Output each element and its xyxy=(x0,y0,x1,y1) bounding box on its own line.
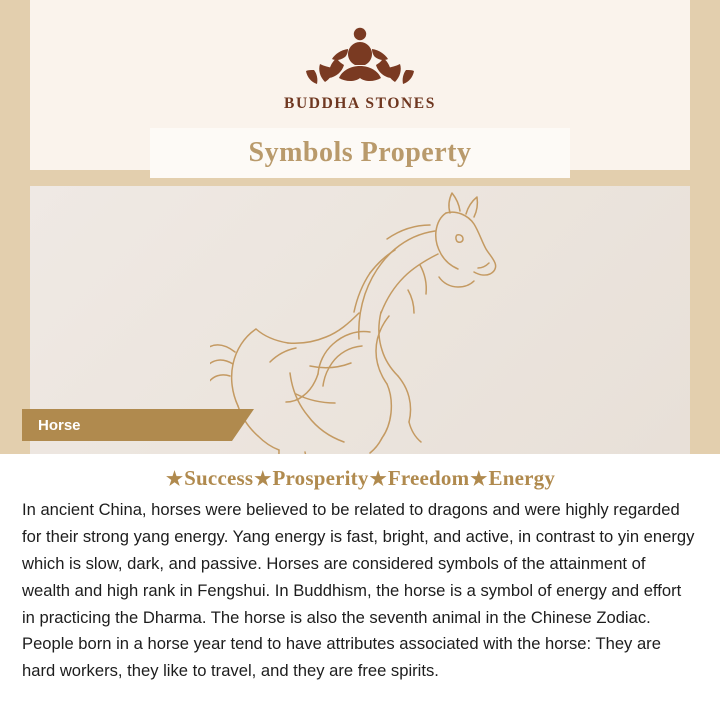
page-title: Symbols Property xyxy=(248,137,472,168)
title-banner xyxy=(150,128,570,178)
description-panel xyxy=(0,454,720,720)
body-paragraph: In ancient China, horses were believed to be related to dragons and were highly regarded for their strong yang energy. Yang energy is fast, bright, and active, in contrast to yin energy which is slow, dark, and passive. Horses are considered symbols of the attainment of wealth and high rank in Fengshui. In Buddhism, the horse is a symbol of energy and effort in practicing the Dharma. The horse is also the seventh animal in the Chinese Zodiac. People born in a horse year tend to have attributes associated with the horse: They are hard workers, they like to travel, and they are free spirits. xyxy=(22,500,695,681)
lotus-meditation-icon xyxy=(290,22,430,88)
star-icon: ★ xyxy=(254,469,272,490)
right-frame-band xyxy=(690,186,720,454)
star-icon: ★ xyxy=(369,469,387,490)
keyword-list xyxy=(22,466,698,491)
category-tab xyxy=(22,409,232,441)
horse-line-drawing xyxy=(210,186,540,454)
category-tab-slant xyxy=(232,409,254,441)
star-icon: ★ xyxy=(165,469,184,490)
brand-name: BUDDHA STONES xyxy=(284,95,436,112)
star-icon: ★ xyxy=(470,469,488,490)
keyword-success: Success xyxy=(184,466,254,490)
keyword-prosperity: Prosperity xyxy=(272,466,369,490)
keyword-energy: Energy xyxy=(488,466,556,490)
keyword-freedom: Freedom xyxy=(387,466,470,490)
category-tab-label: Horse xyxy=(38,416,81,434)
brand-logo xyxy=(0,22,720,113)
